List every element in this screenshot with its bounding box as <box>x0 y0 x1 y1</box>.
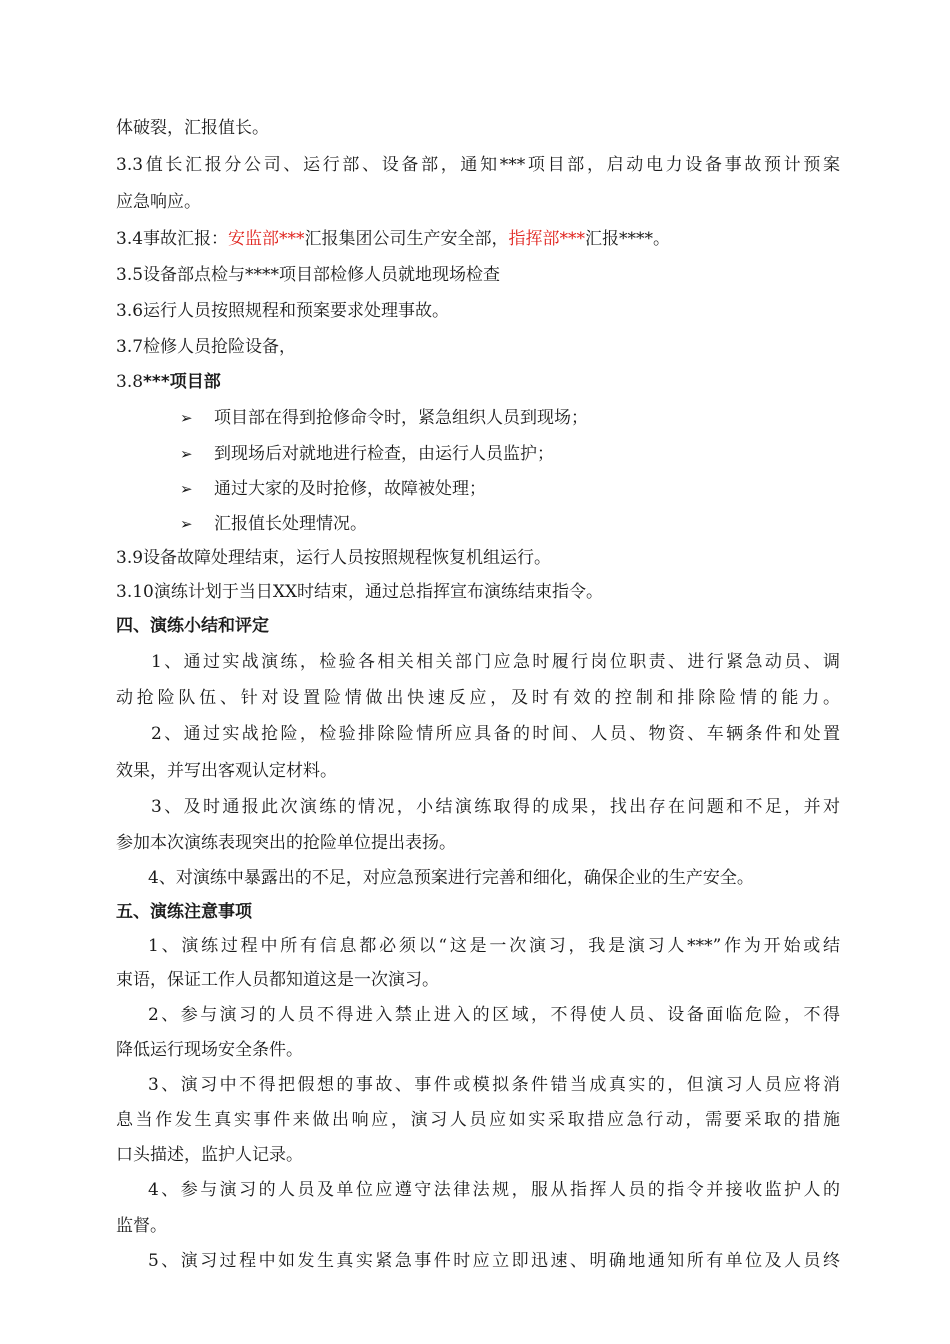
text-line: 参加本次演练表现突出的抢险单位提出表扬。 <box>116 833 456 853</box>
text-line: 降低运行现场安全条件。 <box>116 1040 303 1060</box>
bullet-item <box>180 477 840 501</box>
text-line: 3.6运行人员按照规程和预案要求处理事故。 <box>116 301 450 321</box>
highlight-text: 安监部*** <box>228 229 305 249</box>
text-line: 3.9设备故障处理结束，运行人员按照规程恢复机组运行。 <box>116 548 552 568</box>
section-heading-5: 五、演练注意事项 <box>116 902 252 922</box>
arrowhead-bullet-icon: ➢ <box>180 480 193 498</box>
text-line: 束语，保证工作人员都知道这是一次演习。 <box>116 970 439 990</box>
text-span: 3.8 <box>116 372 144 392</box>
text-line: 1、演练过程中所有信息都必须以“这是一次演习，我是演习人***”作为开始或结 <box>148 936 840 956</box>
text-span: 汇报****。 <box>585 229 671 249</box>
text-line: 效果，并写出客观认定材料。 <box>116 761 337 781</box>
text-line: 体破裂，汇报值长。 <box>116 118 269 138</box>
text-line: 监督。 <box>116 1216 167 1236</box>
text-line: 3、及时通报此次演练的情况，小结演练取得的成果，找出存在问题和不足，并对 <box>151 797 840 817</box>
text-line: 动抢险队伍、针对设置险情做出快速反应，及时有效的控制和排除险情的能力。 <box>116 688 840 708</box>
bullet-item <box>180 442 840 466</box>
arrowhead-bullet-icon: ➢ <box>180 515 193 533</box>
text-line-3-4 <box>116 227 840 251</box>
bullet-item <box>180 406 840 430</box>
text-line: 应急响应。 <box>116 192 201 212</box>
bullet-item <box>180 512 840 536</box>
bullet-text: 项目部在得到抢修命令时，紧急组织人员到现场； <box>214 408 588 428</box>
bullet-text: 汇报值长处理情况。 <box>214 514 367 534</box>
bullet-text: 通过大家的及时抢修，故障被处理； <box>214 479 486 499</box>
text-line: 3.3值长汇报分公司、运行部、设备部，通知***项目部，启动电力设备事故预计预案 <box>116 155 840 175</box>
arrowhead-bullet-icon: ➢ <box>180 409 193 427</box>
highlight-text: 指挥部*** <box>508 229 586 249</box>
text-line: 5、演习过程中如发生真实紧急事件时应立即迅速、明确地通知所有单位及人员终 <box>148 1251 840 1271</box>
text-line: 2、通过实战抢险，检验排除险情所应具备的时间、人员、物资、车辆条件和处置 <box>151 724 840 744</box>
text-line-3-8 <box>116 370 840 394</box>
bold-text: ***项目部 <box>143 372 221 392</box>
text-span: 汇报集团公司生产安全部， <box>304 229 509 249</box>
text-line: 4、对演练中暴露出的不足，对应急预案进行完善和细化，确保企业的生产安全。 <box>148 868 754 888</box>
text-line: 4、参与演习的人员及单位应遵守法律法规，服从指挥人员的指令并接收监护人的 <box>148 1180 840 1200</box>
bullet-text: 到现场后对就地进行检查，由运行人员监护； <box>214 444 554 464</box>
text-span: 3.4事故汇报： <box>116 229 229 249</box>
text-line: 息当作发生真实事件来做出响应，演习人员应如实采取措应急行动，需要采取的措施 <box>116 1110 840 1130</box>
section-heading-4: 四、演练小结和评定 <box>116 616 269 636</box>
text-line: 2、参与演习的人员不得进入禁止进入的区域，不得使人员、设备面临危险，不得 <box>148 1005 840 1025</box>
text-line: 1、通过实战演练，检验各相关相关部门应急时履行岗位职责、进行紧急动员、调 <box>151 652 840 672</box>
text-line: 3.5设备部点检与****项目部检修人员就地现场检查 <box>116 265 501 285</box>
text-line: 3.7检修人员抢险设备， <box>116 337 297 357</box>
text-line: 口头描述，监护人记录。 <box>116 1145 303 1165</box>
text-line: 3.10演练计划于当日XX时结束，通过总指挥宣布演练结束指令。 <box>116 582 604 602</box>
text-line: 3、演习中不得把假想的事故、事件或模拟条件错当成真实的，但演习人员应将消 <box>148 1075 840 1095</box>
arrowhead-bullet-icon: ➢ <box>180 445 193 463</box>
